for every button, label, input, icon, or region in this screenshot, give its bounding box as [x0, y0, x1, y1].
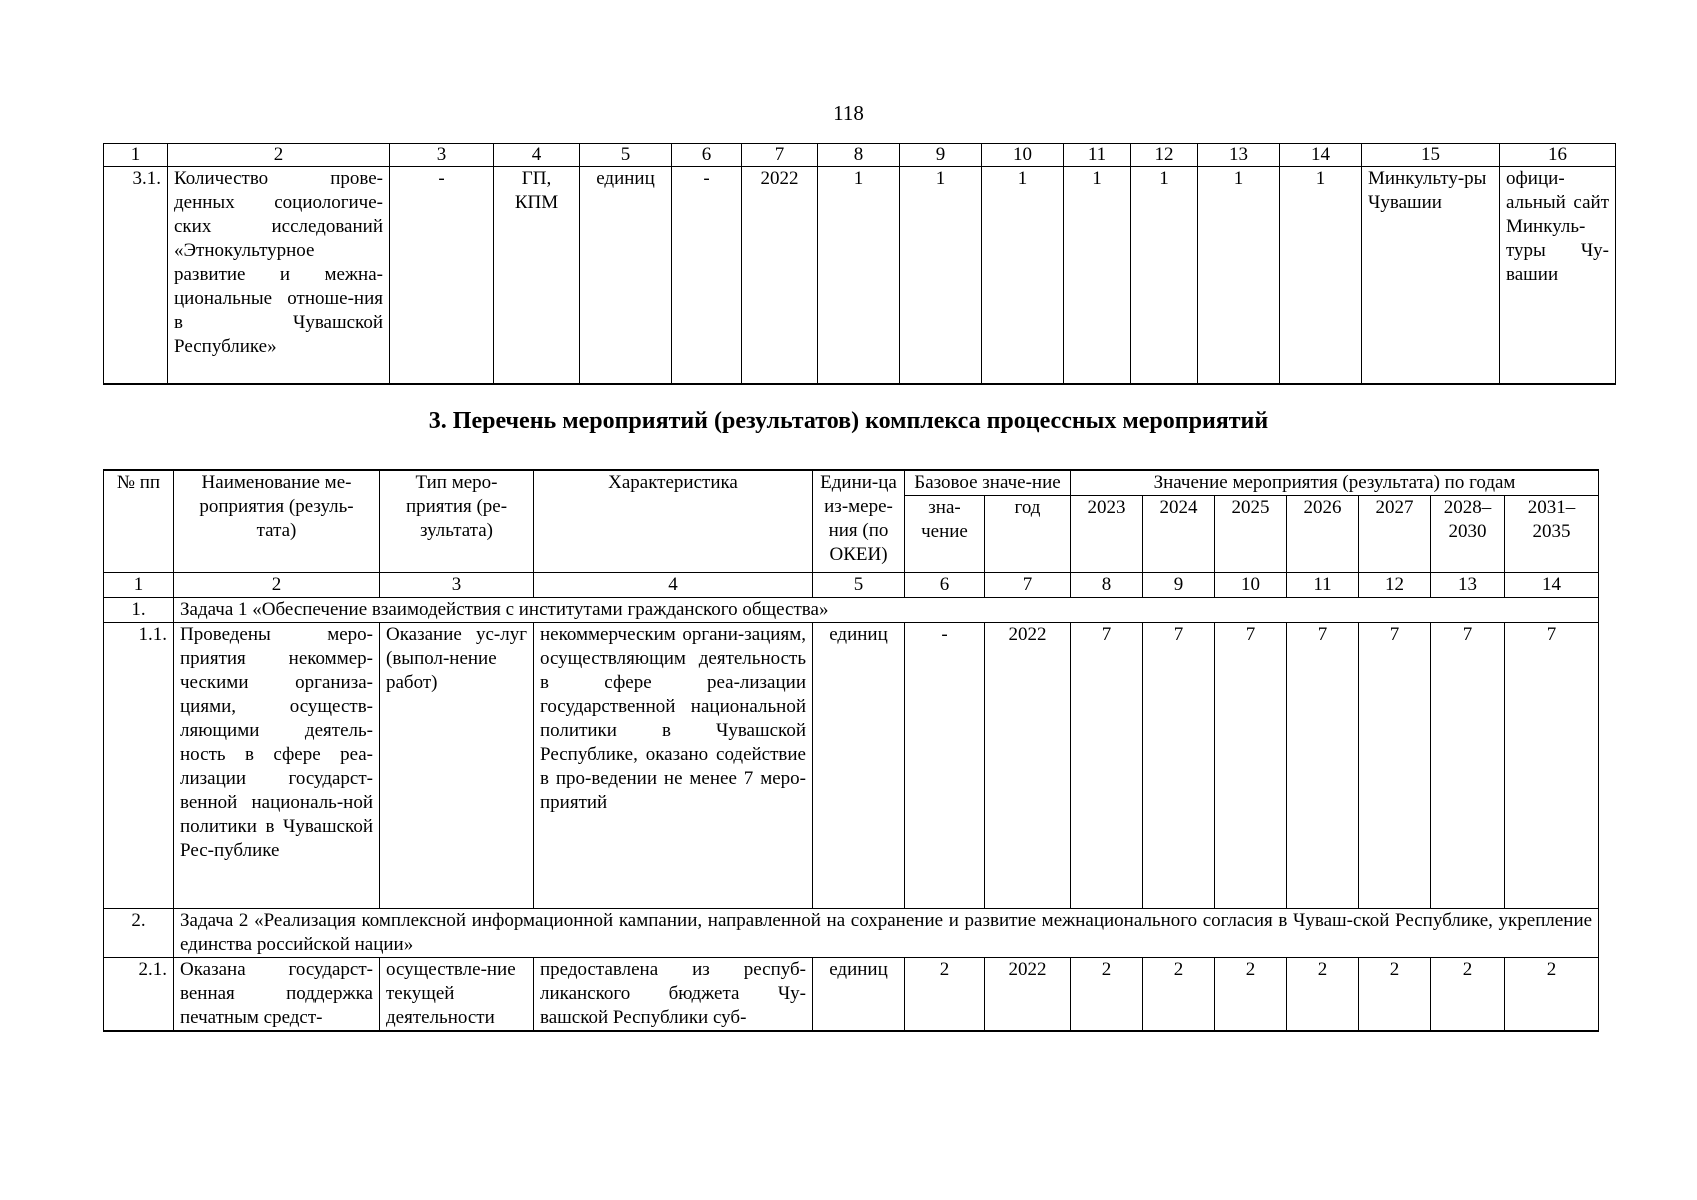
task-row — [104, 598, 1599, 623]
cell: 1 — [1131, 167, 1198, 384]
col-num: 7 — [985, 573, 1071, 598]
header-year: 2025 — [1215, 496, 1287, 573]
cell: 1 — [1280, 167, 1362, 384]
base-year: 2022 — [985, 623, 1071, 909]
cell: - — [390, 167, 494, 384]
col-num: 3 — [380, 573, 534, 598]
header-year: 2028–2030 — [1431, 496, 1505, 573]
col-num: 9 — [900, 144, 982, 167]
header-base: Базовое значе-ние — [905, 470, 1071, 496]
col-num: 4 — [534, 573, 813, 598]
table-row — [104, 958, 1599, 1032]
col-num: 1 — [104, 144, 168, 167]
measure-type: осуществле-ние текущей деятельности — [380, 958, 534, 1032]
cell: ГП, КПМ — [494, 167, 580, 384]
row-number: 1.1. — [104, 623, 174, 909]
task-row — [104, 909, 1599, 958]
col-num: 5 — [813, 573, 905, 598]
row-number: 2.1. — [104, 958, 174, 1032]
col-num: 14 — [1280, 144, 1362, 167]
col-num: 1 — [104, 573, 174, 598]
col-num: 11 — [1064, 144, 1131, 167]
year-value: 2 — [1143, 958, 1215, 1032]
task-number: 2. — [104, 909, 174, 958]
header-characteristic: Характеристика — [534, 470, 813, 573]
header-base-year: год — [985, 496, 1071, 573]
col-num: 12 — [1131, 144, 1198, 167]
year-value: 2 — [1431, 958, 1505, 1032]
cell: 1 — [982, 167, 1064, 384]
year-value: 2 — [1215, 958, 1287, 1032]
col-num: 7 — [742, 144, 818, 167]
cell: 2022 — [742, 167, 818, 384]
year-value: 2 — [1505, 958, 1599, 1032]
year-value: 2 — [1359, 958, 1431, 1032]
col-num: 9 — [1143, 573, 1215, 598]
measures-table — [103, 469, 1599, 1032]
header-row — [104, 470, 1599, 496]
measure-name: Проведены меро-приятия некоммер-ческими организа-циями, осуществ-ляющими деятель-ность в сфере реа-лизации государст-венной националь-ной политики в Чувашской Рес-публике — [174, 623, 380, 909]
header-year: 2023 — [1071, 496, 1143, 573]
cell: 1 — [1198, 167, 1280, 384]
col-num: 15 — [1362, 144, 1500, 167]
task-text: Задача 2 «Реализация комплексной информационной кампании, направленной на сохранение и развитие межнационального согласия в Чуваш-ской Республике, укрепление единства российской нации» — [174, 909, 1599, 958]
col-num: 14 — [1505, 573, 1599, 598]
col-num: 16 — [1500, 144, 1616, 167]
base-value: - — [905, 623, 985, 909]
table-row — [104, 623, 1599, 909]
base-year: 2022 — [985, 958, 1071, 1032]
col-num: 2 — [168, 144, 390, 167]
measure-name: Оказана государст-венная поддержка печатным средст- — [174, 958, 380, 1032]
header-name: Наименование ме-роприятия (резуль-тата) — [174, 470, 380, 573]
col-num: 12 — [1359, 573, 1431, 598]
measure-unit: единиц — [813, 623, 905, 909]
year-value: 7 — [1359, 623, 1431, 909]
col-num: 11 — [1287, 573, 1359, 598]
col-num: 3 — [390, 144, 494, 167]
cell: 1 — [900, 167, 982, 384]
col-num: 10 — [1215, 573, 1287, 598]
year-value: 7 — [1143, 623, 1215, 909]
year-value: 7 — [1505, 623, 1599, 909]
cell: Минкульту-ры Чувашии — [1362, 167, 1500, 384]
task-number: 1. — [104, 598, 174, 623]
col-num: 13 — [1198, 144, 1280, 167]
page-number: 118 — [833, 101, 864, 125]
year-value: 2 — [1287, 958, 1359, 1032]
header-unit: Едини-ца из-мере-ния (по ОКЕИ) — [813, 470, 905, 573]
header-base-value: зна-чение — [905, 496, 985, 573]
year-value: 7 — [1215, 623, 1287, 909]
col-num: 6 — [672, 144, 742, 167]
indicators-table — [103, 143, 1616, 385]
cell: единиц — [580, 167, 672, 384]
cell: 1 — [1064, 167, 1131, 384]
cell: 1 — [818, 167, 900, 384]
cell: офици-альный сайт Минкуль-туры Чу-вашии — [1500, 167, 1616, 384]
col-num: 8 — [1071, 573, 1143, 598]
row-number: 3.1. — [104, 167, 168, 384]
column-number-row — [104, 573, 1599, 598]
header-year: 2027 — [1359, 496, 1431, 573]
header-year: 2024 — [1143, 496, 1215, 573]
header-year: 2026 — [1287, 496, 1359, 573]
col-num: 6 — [905, 573, 985, 598]
table-row — [104, 167, 1616, 384]
col-num: 4 — [494, 144, 580, 167]
section-title: 3. Перечень мероприятий (результатов) комплекса процессных мероприятий — [428, 408, 1269, 434]
measure-type: Оказание ус-луг (выпол-нение работ) — [380, 623, 534, 909]
col-num: 10 — [982, 144, 1064, 167]
task-text: Задача 1 «Обеспечение взаимодействия с институтами гражданского общества» — [174, 598, 1599, 623]
year-value: 7 — [1431, 623, 1505, 909]
col-num: 8 — [818, 144, 900, 167]
header-type: Тип меро-приятия (ре-зультата) — [380, 470, 534, 573]
year-value: 7 — [1287, 623, 1359, 909]
indicator-name: Количество прове-денных социологиче-ских исследований «Этнокультурное развитие и межна-циональные отноше-ния в Чувашской Республике» — [168, 167, 390, 384]
year-value: 2 — [1071, 958, 1143, 1032]
cell: - — [672, 167, 742, 384]
measure-characteristic: некоммерческим органи-зациям, осуществляющим деятельность в сфере реа-лизации государственной национальной политики в Чувашской Республике, оказано содействие в про-ведении не менее 7 меро-приятий — [534, 623, 813, 909]
year-value: 7 — [1071, 623, 1143, 909]
header-values-by-year: Значение мероприятия (результата) по годам — [1071, 470, 1599, 496]
col-num: 5 — [580, 144, 672, 167]
header-num: № пп — [104, 470, 174, 573]
base-value: 2 — [905, 958, 985, 1032]
col-num: 13 — [1431, 573, 1505, 598]
measure-unit: единиц — [813, 958, 905, 1032]
measure-characteristic: предоставлена из респуб-ликанского бюджета Чу-вашской Республики суб- — [534, 958, 813, 1032]
col-num: 2 — [174, 573, 380, 598]
column-number-row — [104, 144, 1616, 167]
header-year: 2031–2035 — [1505, 496, 1599, 573]
